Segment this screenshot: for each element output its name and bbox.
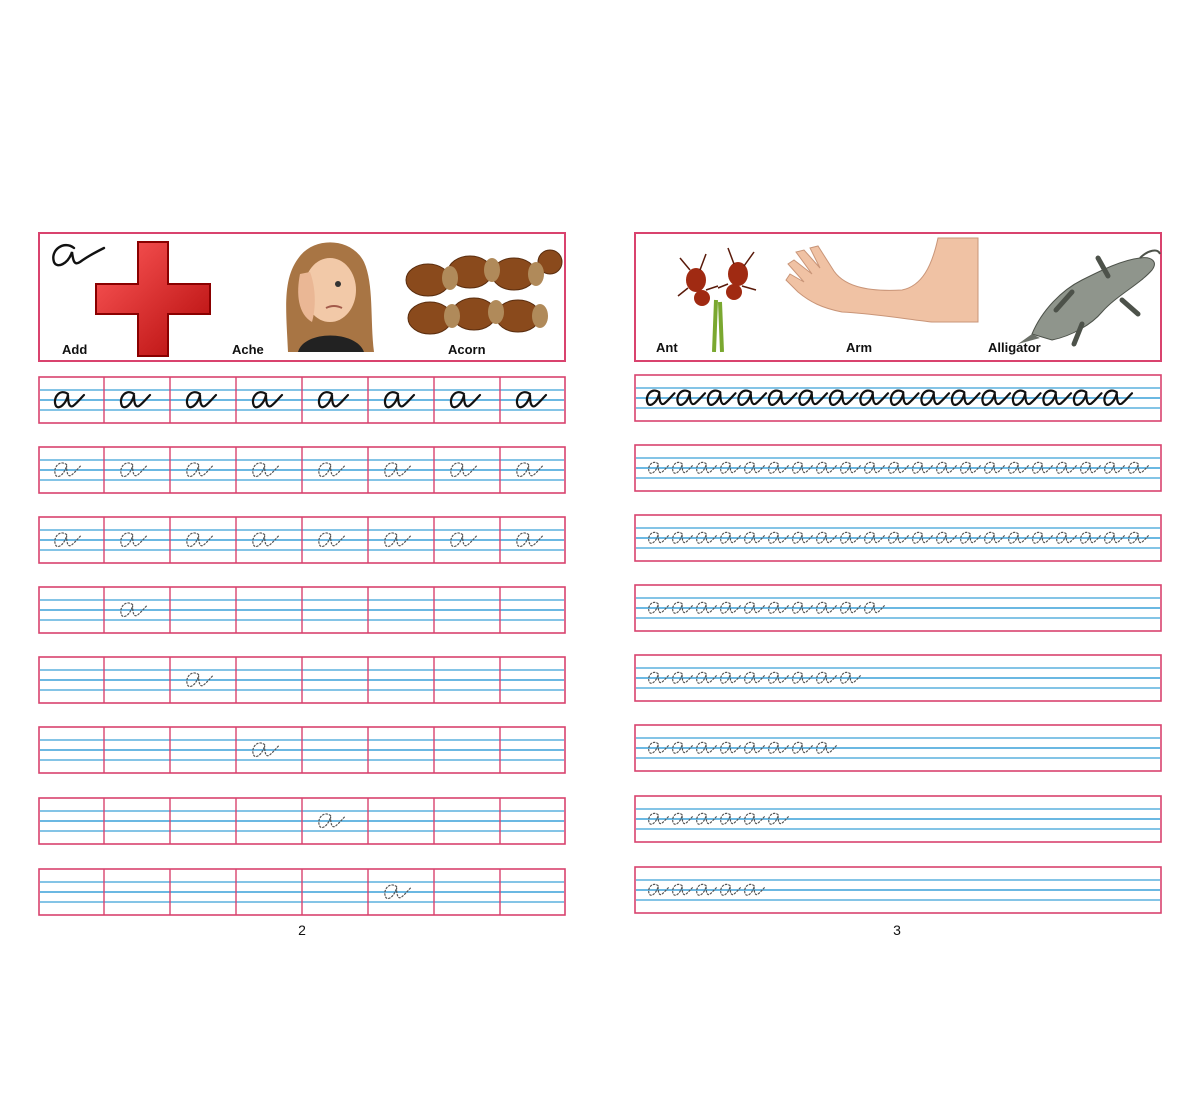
practice-row[interactable] xyxy=(634,724,1162,772)
alligator-picture xyxy=(1012,240,1162,350)
practice-row[interactable] xyxy=(38,726,566,774)
practice-row[interactable] xyxy=(634,374,1162,422)
practice-row[interactable] xyxy=(634,514,1162,562)
header-box-right xyxy=(634,232,1162,362)
practice-row[interactable] xyxy=(38,586,566,634)
practice-row[interactable] xyxy=(634,584,1162,632)
word-label-arm: Arm xyxy=(846,340,873,355)
girl-ache-picture xyxy=(278,238,378,352)
word-label-alligator: Alligator xyxy=(988,340,1041,355)
word-label-ache: Ache xyxy=(232,342,264,357)
page-number-left: 2 xyxy=(298,922,306,938)
word-label-acorn: Acorn xyxy=(448,342,486,357)
practice-row[interactable] xyxy=(38,797,566,845)
practice-row[interactable] xyxy=(38,516,566,564)
arm-picture xyxy=(782,236,982,326)
word-label-add: Add xyxy=(62,342,88,357)
practice-row[interactable] xyxy=(38,656,566,704)
red-plus-icon xyxy=(94,240,214,358)
right-page xyxy=(600,0,1200,1120)
practice-row[interactable] xyxy=(634,866,1162,914)
page-number-right: 3 xyxy=(893,922,901,938)
practice-row[interactable] xyxy=(634,654,1162,702)
practice-row[interactable] xyxy=(634,444,1162,492)
practice-row[interactable] xyxy=(634,795,1162,843)
practice-row[interactable] xyxy=(38,868,566,916)
ants-picture xyxy=(676,240,766,352)
practice-row[interactable] xyxy=(38,446,566,494)
header-box-left xyxy=(38,232,566,362)
practice-row[interactable] xyxy=(38,376,566,424)
word-label-ant: Ant xyxy=(656,340,678,355)
acorns-picture xyxy=(404,244,564,340)
